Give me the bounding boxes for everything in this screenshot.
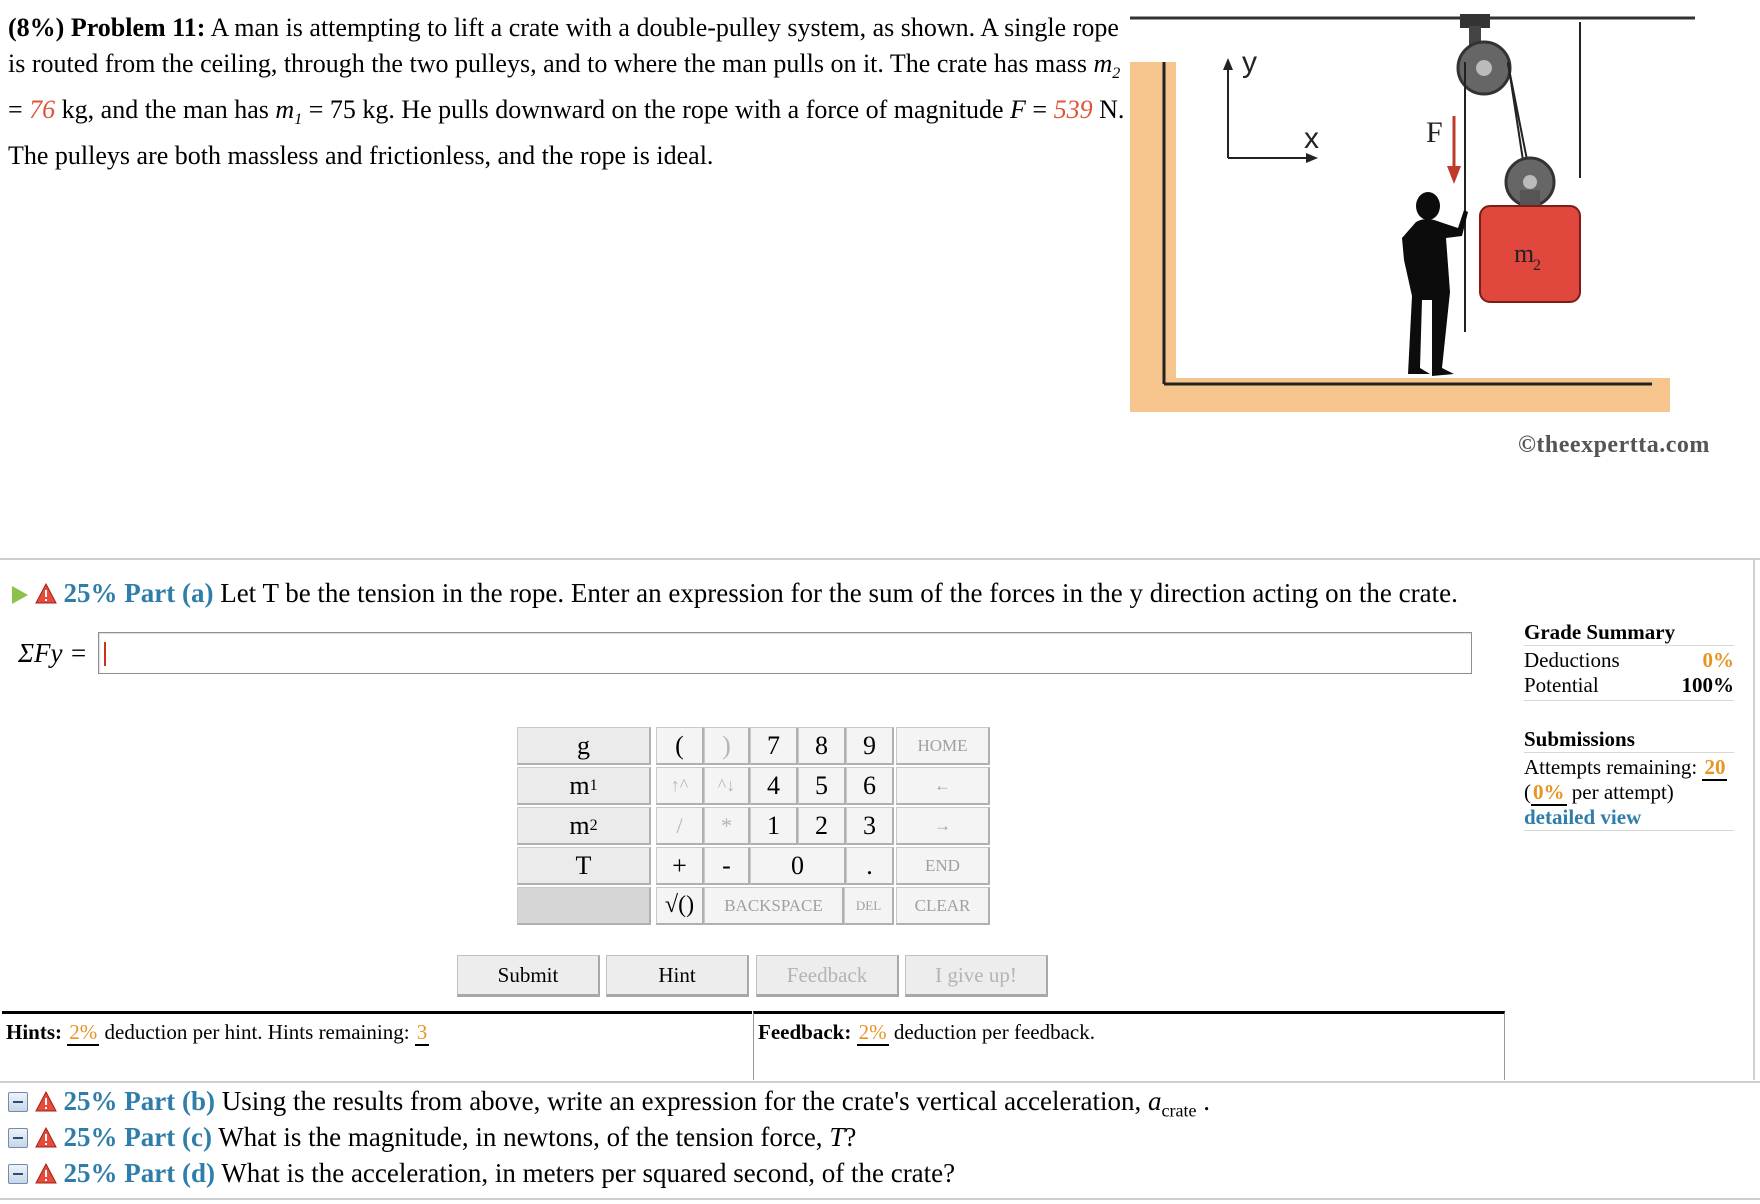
part-b-label: Part (b)	[124, 1086, 215, 1116]
feedback-panel	[753, 1011, 1505, 1080]
part-c-row[interactable]	[8, 1122, 856, 1153]
feedback-pct: 2%	[858, 1020, 887, 1044]
key-paren-open[interactable]: (	[656, 727, 704, 765]
deductions-value: 0%	[1702, 648, 1734, 672]
collapse-icon[interactable]	[8, 1164, 28, 1184]
grade-summary	[1524, 620, 1734, 831]
m2-sub: 2	[1112, 65, 1121, 83]
attempts-label: Attempts remaining:	[1524, 755, 1703, 779]
separator-2	[0, 1081, 1760, 1083]
problem-text-1: A man is attempting to lift a crate with a double-pulley system, as shown. A single rope is routed from the ceiling, through the two pulleys, and to where the man pulls on it. The crate has mass	[8, 13, 1119, 78]
collapse-icon[interactable]	[8, 1092, 28, 1112]
deductions-label: Deductions	[1524, 648, 1620, 672]
problem-weight: (8%)	[8, 13, 65, 42]
hints-panel	[2, 1011, 752, 1080]
key-m1[interactable]: m 1	[517, 767, 651, 805]
warning-icon	[35, 1163, 57, 1185]
potential-value: 100%	[1681, 673, 1734, 697]
part-c-tail: ?	[844, 1122, 857, 1152]
key-9[interactable]: 9	[846, 727, 894, 765]
m1-symbol: m	[275, 95, 295, 125]
m1-sub: 1	[294, 111, 303, 129]
key-minus[interactable]: -	[704, 847, 750, 885]
detailed-view-link[interactable]: detailed view	[1524, 805, 1642, 829]
hints-remaining: 3	[416, 1020, 428, 1044]
m2-value: 76	[29, 95, 56, 125]
problem-text-2: kg, and the man has	[55, 95, 276, 125]
submissions-title: Submissions	[1524, 727, 1635, 751]
part-a-question: Let T be the tension in the rope. Enter an expression for the sum of the forces in the y direction acting on the crate.	[220, 578, 1458, 608]
part-b-question: Using the results from above, write an expression for the crate's vertical acceleration,	[221, 1086, 1148, 1116]
answer-label: ΣFy =	[18, 638, 88, 668]
key-end[interactable]: END	[896, 847, 990, 885]
key-multiply[interactable]: *	[704, 807, 750, 845]
m1-value: = 75 kg. He pulls downward on the rope with a force of magnitude	[302, 95, 1011, 125]
part-d-row[interactable]	[8, 1158, 955, 1189]
right-border	[1753, 560, 1755, 1080]
crate-label: m	[1514, 239, 1535, 268]
part-b-symbol: a	[1147, 1086, 1162, 1116]
warning-icon	[35, 1091, 57, 1113]
copyright: ©theexpertta.com	[1518, 432, 1710, 458]
key-up-arrows[interactable]: ↑^	[656, 767, 704, 805]
expand-arrow-icon[interactable]	[12, 586, 28, 604]
force-symbol: F	[1010, 95, 1026, 125]
part-c-question: What is the magnitude, in newtons, of the tension force,	[218, 1122, 830, 1152]
key-8[interactable]: 8	[798, 727, 846, 765]
part-a-header	[12, 578, 1458, 609]
hints-text: deduction per hint. Hints remaining:	[99, 1020, 415, 1044]
force-label: F	[1426, 116, 1443, 149]
key-3[interactable]: 3	[846, 807, 894, 845]
key-2[interactable]: 2	[798, 807, 846, 845]
m2-symbol: m	[1093, 49, 1113, 78]
equals-sign: =	[8, 95, 30, 125]
key-decimal[interactable]: .	[846, 847, 894, 885]
part-a-percent: 25%	[63, 578, 118, 608]
crate-sub: 2	[1533, 257, 1541, 274]
part-c-symbol: T	[829, 1122, 845, 1152]
part-d-label: Part (d)	[124, 1158, 215, 1188]
part-b-tail: .	[1196, 1086, 1210, 1116]
part-b-sub: crate	[1161, 1100, 1197, 1121]
feedback-button[interactable]: Feedback	[756, 955, 899, 997]
key-down-arrows[interactable]: ^↓	[704, 767, 750, 805]
wall	[1130, 62, 1176, 402]
problem-label: Problem 11:	[70, 13, 206, 42]
hints-pct: 2%	[69, 1020, 98, 1044]
key-paren-close[interactable]: )	[704, 727, 750, 765]
feedback-text: deduction per feedback.	[888, 1020, 1095, 1044]
man-silhouette	[1402, 192, 1468, 376]
answer-input[interactable]	[98, 632, 1472, 674]
key-1[interactable]: 1	[750, 807, 798, 845]
part-d-percent: 25%	[63, 1158, 118, 1188]
separator	[0, 558, 1760, 560]
key-right[interactable]: →	[896, 807, 990, 845]
key-home[interactable]: HOME	[896, 727, 990, 765]
key-4[interactable]: 4	[750, 767, 798, 805]
collapse-icon[interactable]	[8, 1128, 28, 1148]
problem-text-3: N. The pulleys are both massless and frictionless, and the rope is ideal.	[8, 95, 1125, 171]
key-del[interactable]: DEL	[844, 887, 894, 925]
submit-button[interactable]: Submit	[457, 955, 600, 997]
part-c-label: Part (c)	[124, 1122, 212, 1152]
paren-open: (	[1524, 780, 1531, 804]
key-left[interactable]: ←	[896, 767, 990, 805]
part-c-percent: 25%	[63, 1122, 118, 1152]
grade-summary-title: Grade Summary	[1524, 620, 1676, 644]
text-caret	[104, 642, 106, 666]
key-0[interactable]: 0	[750, 847, 846, 885]
part-b-row[interactable]	[8, 1086, 1210, 1121]
hints-label: Hints:	[6, 1020, 63, 1044]
separator-3	[0, 1198, 1760, 1200]
key-empty[interactable]	[517, 887, 651, 925]
potential-label: Potential	[1524, 673, 1599, 697]
give-up-button[interactable]: I give up!	[905, 955, 1048, 997]
key-plus[interactable]: +	[656, 847, 704, 885]
warning-icon	[35, 583, 57, 605]
per-attempt-value: 0%	[1533, 780, 1565, 804]
key-5[interactable]: 5	[798, 767, 846, 805]
part-b-percent: 25%	[63, 1086, 118, 1116]
key-m2[interactable]: m 2	[517, 807, 651, 845]
key-clear[interactable]: CLEAR	[896, 887, 990, 925]
part-d-question: What is the acceleration, in meters per squared second, of the crate?	[221, 1158, 956, 1188]
pulley-figure	[1120, 0, 1720, 430]
attempts-value: 20	[1704, 755, 1726, 779]
key-backspace[interactable]: BACKSPACE	[704, 887, 844, 925]
per-attempt-text: per attempt)	[1566, 780, 1674, 804]
key-6[interactable]: 6	[846, 767, 894, 805]
warning-icon	[35, 1127, 57, 1149]
x-axis-label: x	[1304, 122, 1319, 155]
part-a-label: Part (a)	[124, 578, 214, 608]
key-sqrt[interactable]: √()	[656, 887, 704, 925]
key-g[interactable]: g	[517, 727, 651, 765]
problem-statement: (8%) Problem 11: A man is attempting to lift a crate with a double-pulley system, as shown. A single rope is routed from the ceiling, through the two pulleys, and to where the man pulls on it. The crate has mass $m_2 = 76$ kg, and the man has $m_1 = 75$ kg. He pulls downward on the rope with a force of magnitude F = 539 N. The pulleys are both massless and frictionless, and the rope is ideal.	[8, 13, 1125, 171]
feedback-label: Feedback:	[758, 1020, 852, 1044]
hint-button[interactable]: Hint	[606, 955, 749, 997]
key-divide[interactable]: /	[656, 807, 704, 845]
y-axis-label: y	[1242, 46, 1257, 79]
key-T[interactable]: T	[517, 847, 651, 885]
key-7[interactable]: 7	[750, 727, 798, 765]
force-value: 539	[1053, 95, 1093, 125]
